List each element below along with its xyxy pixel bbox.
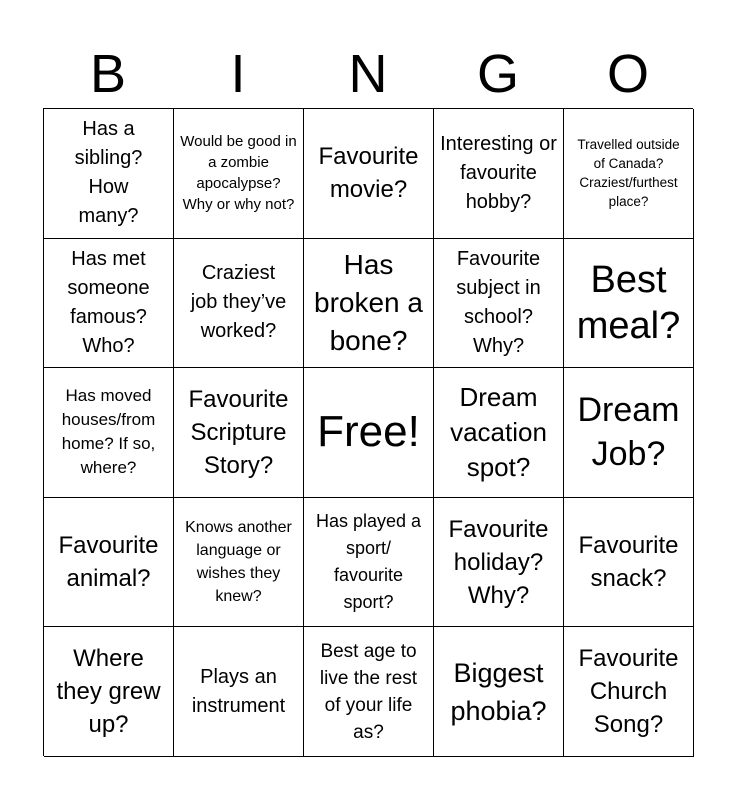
cell-text: Dream vacation spot?: [450, 381, 547, 482]
bingo-cell-r4-c1[interactable]: [44, 498, 174, 628]
bingo-cell-r2-c5[interactable]: [564, 239, 694, 369]
cell-text: Where they grew up?: [56, 645, 161, 739]
cell-text: Knows another language or wishes they knew?: [185, 519, 292, 606]
cell-text: Has a sibling? How many?: [74, 118, 143, 228]
cell-text: Favourite animal?: [58, 532, 159, 593]
cell-text: Dream Job?: [577, 391, 680, 474]
cell-text: Best age to live the rest of your life as?: [319, 640, 418, 743]
bingo-cell-r5-c1[interactable]: [44, 627, 174, 757]
bingo-cell-r2-c1[interactable]: [44, 239, 174, 369]
header-letter-o: O: [606, 44, 649, 104]
cell-text: Biggest phobia?: [450, 657, 547, 726]
cell-text: Favourite Church Song?: [578, 645, 679, 739]
bingo-cell-r4-c2[interactable]: [174, 498, 304, 628]
bingo-cell-r1-c3[interactable]: [304, 109, 434, 239]
bingo-cell-r1-c5[interactable]: [564, 109, 694, 239]
cell-text: Would be good in a zombie apocalypse? Why or why not?: [180, 133, 297, 214]
bingo-cell-r2-c3[interactable]: [304, 239, 434, 369]
bingo-cell-r3-c4[interactable]: [434, 368, 564, 498]
cell-text: Has moved houses/from home? If so, where?: [61, 386, 156, 478]
bingo-cell-r1-c2[interactable]: [174, 109, 304, 239]
bingo-cell-r4-c5[interactable]: [564, 498, 694, 628]
bingo-cell-r3-c1[interactable]: [44, 368, 174, 498]
header-letter-i: I: [230, 44, 246, 104]
bingo-cell-r4-c4[interactable]: [434, 498, 564, 628]
bingo-cell-r4-c3[interactable]: [304, 498, 434, 628]
bingo-cell-r3-c5[interactable]: [564, 368, 694, 498]
bingo-cell-r5-c2[interactable]: [174, 627, 304, 757]
cell-text: Plays an instrument: [191, 665, 286, 717]
bingo-cell-r3-c2[interactable]: [174, 368, 304, 498]
bingo-cell-r5-c5[interactable]: [564, 627, 694, 757]
header-letter-b: B: [89, 44, 127, 104]
cell-text: Favourite movie?: [318, 143, 419, 204]
bingo-cell-r5-c4[interactable]: [434, 627, 564, 757]
bingo-cell-r1-c4[interactable]: [434, 109, 564, 239]
bingo-cell-r5-c3[interactable]: [304, 627, 434, 757]
cell-text: Favourite holiday? Why?: [448, 515, 549, 609]
cell-text: Favourite Scripture Story?: [188, 385, 289, 479]
bingo-cell-r1-c1[interactable]: [44, 109, 174, 239]
cell-text: Travelled outside of Canada? Craziest/furthest place?: [577, 137, 680, 210]
cell-text: Best meal?: [576, 258, 681, 347]
bingo-cell-r2-c4[interactable]: [434, 239, 564, 369]
cell-text: Has met someone famous? Who?: [67, 247, 150, 357]
bingo-header: [43, 40, 693, 108]
free-space-text: Free!: [317, 407, 420, 457]
bingo-cell-free[interactable]: [304, 368, 434, 498]
cell-text: Craziest job they’ve worked?: [190, 262, 287, 343]
header-letter-n: N: [348, 44, 388, 104]
bingo-cell-r2-c2[interactable]: [174, 239, 304, 369]
cell-text: Has broken a bone?: [314, 248, 423, 356]
header-letter-g: G: [476, 44, 519, 104]
cell-text: Favourite subject in school? Why?: [456, 247, 541, 357]
bingo-board: [43, 108, 693, 756]
cell-text: Interesting or favourite hobby?: [440, 132, 557, 213]
cell-text: Favourite snack?: [578, 532, 679, 593]
cell-text: Has played a sport/ favourite sport?: [315, 511, 422, 613]
